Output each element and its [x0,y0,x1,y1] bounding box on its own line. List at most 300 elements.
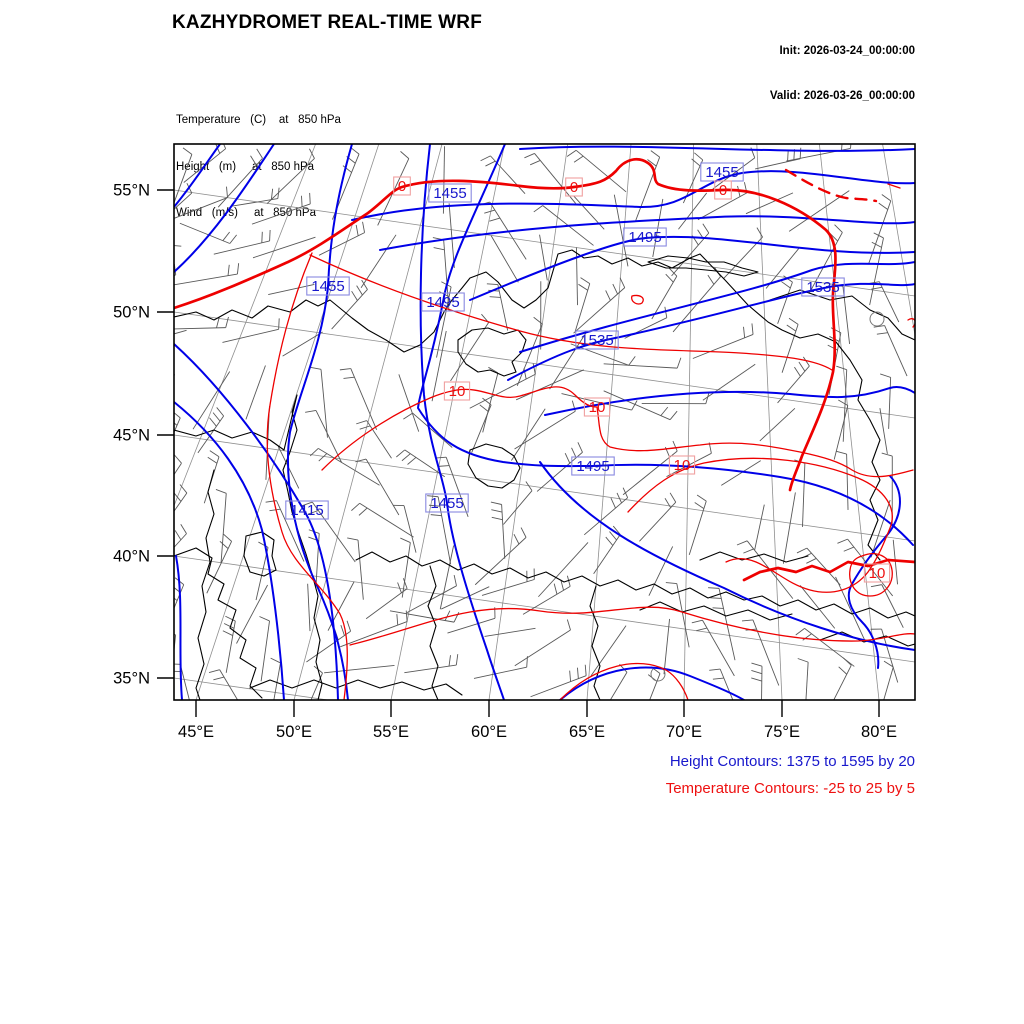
wind-barb-staff [169,154,192,216]
x-axis-label: 70°E [666,723,702,741]
wind-barb-feather [210,451,219,457]
wind-barb-feather [164,372,171,380]
wind-barb-feather [692,620,703,623]
wind-barb-feather [456,654,457,665]
wind-barb-feather [800,148,801,159]
wind-barb-feather [781,282,790,288]
wind-barb-feather [677,358,681,368]
wind-barb-feather [872,242,882,247]
wind-barb-feather [567,150,576,156]
border-east-kazakhstan [690,254,880,560]
wind-barb-feather [490,297,501,298]
wind-barb-feather [742,620,753,621]
wind-barb-feather [613,284,618,294]
wind-barb-staff [390,611,454,622]
wind-barb-feather [666,583,677,584]
wind-barb-feather [279,318,280,329]
wind-barb-staff [207,541,232,593]
wind-barb-feather [572,448,577,458]
wind-barb-staff [878,667,894,720]
wind-barb-feather [534,205,543,211]
wind-barb-feather [270,230,271,241]
wind-barb-staff [405,450,445,477]
wind-barb-feather [360,426,371,429]
wind-barb-feather [454,612,459,622]
wind-barb-feather [351,503,359,510]
wind-barb-feather [174,455,181,463]
height-contour-label: 1495 [426,294,460,312]
temp-contour [908,319,915,327]
wind-barb-staff [144,493,186,553]
wind-barb-feather [844,547,854,551]
wind-barb-feather [356,421,367,424]
border-tajik [640,602,792,620]
graticule-meridian [98,144,316,700]
wind-barb-feather [839,667,847,674]
wind-barb-feather [713,678,724,679]
wind-barb-staff [366,459,399,515]
wind-barb-feather [788,151,789,162]
wind-barb-staff [246,365,266,419]
x-axis-label: 80°E [861,723,897,741]
wind-barb-feather [578,284,587,290]
wind-barb-feather [363,222,365,233]
wind-barb-feather [514,534,519,544]
height-contour-caption: Height Contours: 1375 to 1595 by 20 [669,753,915,770]
temp-contour-dashed [786,170,876,201]
wind-barb-staff [802,463,804,527]
wind-barb-feather [400,151,408,158]
y-axis-label: 45°N [113,426,150,445]
wind-barb-feather [798,658,808,662]
wind-barb-feather [230,235,237,244]
wind-barb-feather [344,377,355,378]
wind-barb-feather [695,503,704,509]
wind-barb-feather [877,333,888,335]
wind-barb-feather [651,151,660,158]
wind-barb-staff [677,584,689,648]
wind-barb-feather [183,148,192,155]
wind-barb-staff [253,237,315,258]
temp-contour-label: 10 [868,565,886,583]
wind-barb-feather [181,524,187,533]
wind-barb-feather [743,549,753,553]
graticule-meridian [819,144,879,700]
wind-barb-feather [796,628,805,635]
wind-barb-feather [757,228,763,237]
contour-labels [286,163,890,582]
wind-barb-feather [226,317,229,328]
wind-barb-feather [530,160,540,164]
legend-temperature: Temperature (C) at 850 hPa [176,114,341,126]
wind-barb-feather [278,188,279,199]
wind-barb-staff [404,665,456,673]
temperature-contour-caption: Temperature Contours: -25 to 25 by 5 [665,780,915,797]
wind-barb-staff [516,370,584,400]
wind-barb-staff [638,674,660,730]
y-axis-label: 40°N [113,547,150,566]
wind-barb-feather [524,153,534,157]
wind-barb-feather [169,594,178,601]
wind-barb-staff [893,540,897,584]
wind-barb-feather [168,267,169,278]
height-contour-label: 1495 [576,458,610,476]
wind-barb-staff [483,373,498,432]
wind-barb-feather [402,454,410,461]
x-axis-label: 75°E [764,723,800,741]
wind-barb-feather [226,187,227,198]
wind-barb-staff [760,408,795,441]
wind-barb-feather [217,407,224,416]
wind-barb-feather [880,374,890,377]
height-contour-label: 1495 [628,229,662,247]
wind-barb-feather [352,291,358,300]
wind-barb-feather [697,495,706,501]
wind-barb-feather [871,585,882,587]
wind-barb-staff [319,233,365,256]
wind-barb-staff [236,585,267,643]
wind-barb-staff [761,666,762,719]
temp-contour [632,295,644,304]
legend-height: Height (m) at 850 hPa [176,160,315,173]
wind-barb-feather [661,407,668,415]
wind-barb-staff [755,159,800,169]
wind-barb-staff [166,198,228,222]
wind-barb-staff [367,421,392,459]
wind-barb-feather [751,663,762,666]
wind-barb-feather [835,225,843,233]
wind-barb-staff [222,329,278,342]
wind-barb-feather [431,515,442,516]
wind-barb-feather [708,275,714,284]
wind-barb-feather [850,137,851,148]
y-axis-label: 35°N [113,669,150,688]
wind-barb-staff [157,418,180,472]
wind-barb-feather [574,156,583,162]
wind-barb-staff [594,535,621,574]
wind-barb-feather [445,611,450,621]
wind-barb-feather [713,608,724,609]
coastlines-and-borders [174,250,915,700]
wind-barb-feather [262,232,263,243]
height-contour-label: 1455 [430,495,464,513]
wind-barb-feather [396,450,404,457]
wind-barb-feather [174,493,181,502]
wind-barb-feather [172,411,181,418]
wind-barb-staff [268,284,314,294]
graticule-meridian [757,144,782,700]
border-uzbek-vertical-2 [428,566,438,700]
wind-barb-feather [789,318,798,324]
wind-barb-feather [305,410,316,412]
graticule-parallel [174,312,915,418]
wind-barb-feather [836,366,846,370]
wind-barb-feather [620,278,625,288]
wind-barb-feather [836,451,847,454]
graticule-meridian [684,144,694,700]
wind-barb-feather [237,263,238,274]
aral-sea [458,328,526,376]
wind-barb-feather [359,508,367,515]
wind-barb-feather [744,327,745,338]
border-tienshan [700,552,808,562]
wind-barb-staff [498,285,508,331]
wind-barb-staff [664,619,670,674]
wind-barb-feather [209,670,220,673]
graticule-parallel [174,556,915,662]
wind-barb-staff [151,375,175,413]
wind-barb-feather [673,441,677,451]
wind-barb-staff [847,454,848,510]
wind-barb-staff [221,493,226,563]
wind-barb-feather [340,369,351,370]
graticule-meridian [883,144,977,700]
wind-barb-staff [889,377,891,428]
wind-barb-feather [837,539,847,543]
wind-barb-staff [515,411,576,449]
temp-contour-label: 10 [673,457,691,475]
wind-barb-feather [408,457,416,464]
wind-barb-feather [223,631,233,636]
wind-barb-feather [787,325,796,331]
aral-south-delta [468,444,520,488]
wind-barb-staff [880,408,887,454]
wind-barb-staff [351,369,377,430]
wind-barb-feather [489,218,500,221]
wind-barb-feather [617,493,622,503]
height-contour-label: 1535 [580,332,614,350]
wind-barb-staff [511,409,545,461]
height-contour [174,344,338,700]
y-axis-label: 50°N [113,303,150,322]
wind-barb-staff [870,238,884,305]
wind-barb-feather [670,493,676,502]
wind-barb-feather [879,203,888,209]
wind-barb-feather [480,405,489,412]
wind-barb-feather [216,489,226,493]
wind-barb-feather [487,284,498,285]
wind-barb-feather [491,510,502,512]
wind-barb-staff [491,236,518,283]
page-title: KAZHYDROMET REAL-TIME WRF [172,12,483,33]
wind-barb-feather [397,614,398,625]
wind-barb-staff [482,580,534,596]
height-contour [174,144,220,207]
wind-barb-feather [710,598,721,599]
wind-barb-feather [347,538,358,540]
wind-barb-staff [150,463,181,510]
wind-barb-feather [606,290,611,300]
x-axis-label: 65°E [569,723,605,741]
border-altai [770,290,915,340]
wind-barb-staff [652,276,677,319]
wind-barb-staff [502,505,505,559]
wind-barb-staff [358,540,363,600]
wind-barb-feather [169,418,178,425]
wind-barbs [120,137,907,732]
wind-barb-feather [434,248,445,250]
wind-barb-feather [454,575,456,586]
wind-barb-staff [366,589,407,619]
graticule-parallel [174,190,915,296]
x-axis-label: 60°E [471,723,507,741]
wind-barb-feather [611,498,616,508]
wind-barb-staff [407,586,457,613]
wind-barb-staff [639,502,675,541]
wind-barb-staff [267,158,314,203]
wind-barb-feather [669,268,677,276]
wind-barb-feather [269,509,280,511]
height-contour-label: 1455 [705,164,739,182]
wind-barb-feather [485,161,495,166]
wind-barb-feather [258,542,268,547]
wind-barb-feather [310,193,311,204]
wind-barb-staff [252,204,310,224]
wind-barb-staff [440,545,453,609]
wind-barb-staff [160,328,226,330]
wind-barb-feather [213,413,220,422]
temp-contour-label: 0 [718,182,728,200]
caspian-west-coast [196,470,214,700]
wind-barb-feather [481,156,491,161]
wind-barb-feather [578,442,583,452]
wind-barb-feather [752,323,753,334]
wind-barb-staff [130,330,187,346]
wind-barb-staff [340,622,407,647]
wind-barb-feather [438,466,449,467]
x-axis-label: 45°E [178,723,214,741]
wind-barb-feather [565,453,570,463]
wind-barb-feather [882,194,891,200]
wind-barb-staff [576,247,577,305]
wind-barb-staff [306,631,350,662]
wind-barb-feather [271,658,281,663]
wind-barb-feather [403,413,412,419]
wind-barb-staff [214,241,270,254]
wind-barb-feather [554,584,557,595]
wind-barb-staff [515,630,571,666]
wind-barb-feather [400,538,410,543]
wind-barb-staff [885,326,907,376]
wind-barb-staff [753,620,779,686]
wind-barb-feather [484,210,495,213]
wind-barb-feather [838,400,848,406]
wind-barb-feather [223,232,230,241]
wind-barb-feather [581,278,590,284]
wind-barb-staff [324,665,394,672]
wind-barb-feather [209,418,216,427]
wind-barb-staff [360,503,414,537]
graticule-grid [98,144,977,784]
wind-barb-feather [797,548,807,553]
wind-barb-staff [474,667,527,678]
wind-barb-feather [224,623,234,628]
x-axis-label: 55°E [373,723,409,741]
wind-barb-staff [232,199,278,207]
height-contour-label: 1455 [311,278,345,296]
wind-barb-feather [709,669,720,670]
wind-barb-feather [665,498,671,507]
wind-barb-feather [623,488,628,498]
temp-contour [350,607,915,645]
wind-barb-staff [120,241,181,247]
wind-barb-feather [319,454,327,462]
legend-wind: Wind (m/s) at 850 hPa [176,207,316,219]
wind-barb-feather [301,196,302,207]
wind-barb-feather [449,655,450,666]
wind-barb-feather [708,588,719,589]
wind-barb-feather [347,621,351,631]
wind-barb-feather [751,670,762,673]
wind-barb-feather [398,582,402,592]
wind-barb-feather [577,668,578,679]
wind-barb-staff [703,620,735,676]
temp-contour-zero-thick [174,159,836,490]
wind-barb-staff [703,364,755,400]
wind-barb-feather [175,530,181,539]
wind-barb-staff [540,235,548,281]
wind-barb-staff [819,665,851,729]
wind-barb-feather [751,678,762,681]
wind-barb-staff [720,669,746,733]
wind-barb-staff [778,282,793,324]
wind-barb-staff [604,364,678,368]
temp-contour-label: 10 [448,383,466,401]
valid-time: Valid: 2026-03-26_00:00:00 [769,90,915,102]
wind-barb-feather [806,558,816,563]
wind-barb-feather [694,153,702,160]
wind-barb-staff [584,498,627,535]
graticule-meridian [587,144,631,700]
wind-barb-feather [228,265,229,276]
wind-barb-staff [308,584,310,631]
wind-barb-feather [310,367,321,369]
wind-barb-feather [703,224,709,233]
wind-barb-staff [475,537,526,584]
wind-barb-staff [755,505,765,550]
wind-barb-feather [670,411,677,419]
wind-barb-staff [485,628,536,636]
wind-barb-feather [220,541,228,548]
wind-barb-staff [449,203,454,268]
height-contour [288,144,352,700]
wind-barb-staff [693,334,753,358]
temp-contour-label: 0 [569,179,579,197]
graticule-meridian [196,144,379,700]
wind-barb-staff [159,193,192,223]
wind-barb-staff [131,275,176,295]
wind-barb-staff [261,621,269,681]
wind-barb-feather [251,156,257,165]
temp-contour-label: 10 [588,399,606,417]
wind-barb-feather [799,362,805,371]
temp-contour-label: 0 [397,178,407,196]
wind-barb-feather [794,367,800,376]
temp-contour [310,255,832,370]
wind-barb-feather [585,665,586,676]
wind-barb-feather [213,677,224,680]
wind-barb-feather [521,528,526,538]
wind-barb-feather [208,457,217,463]
height-contour [520,262,915,352]
height-contour-label: 1535 [806,279,840,297]
wind-barb-staff [170,274,237,285]
wind-barb-feather [223,534,231,541]
height-contour-label: 1415 [290,502,324,520]
wind-barb-feather [843,658,851,665]
wind-barb-feather [874,233,884,238]
y-axis-label: 55°N [113,181,150,200]
